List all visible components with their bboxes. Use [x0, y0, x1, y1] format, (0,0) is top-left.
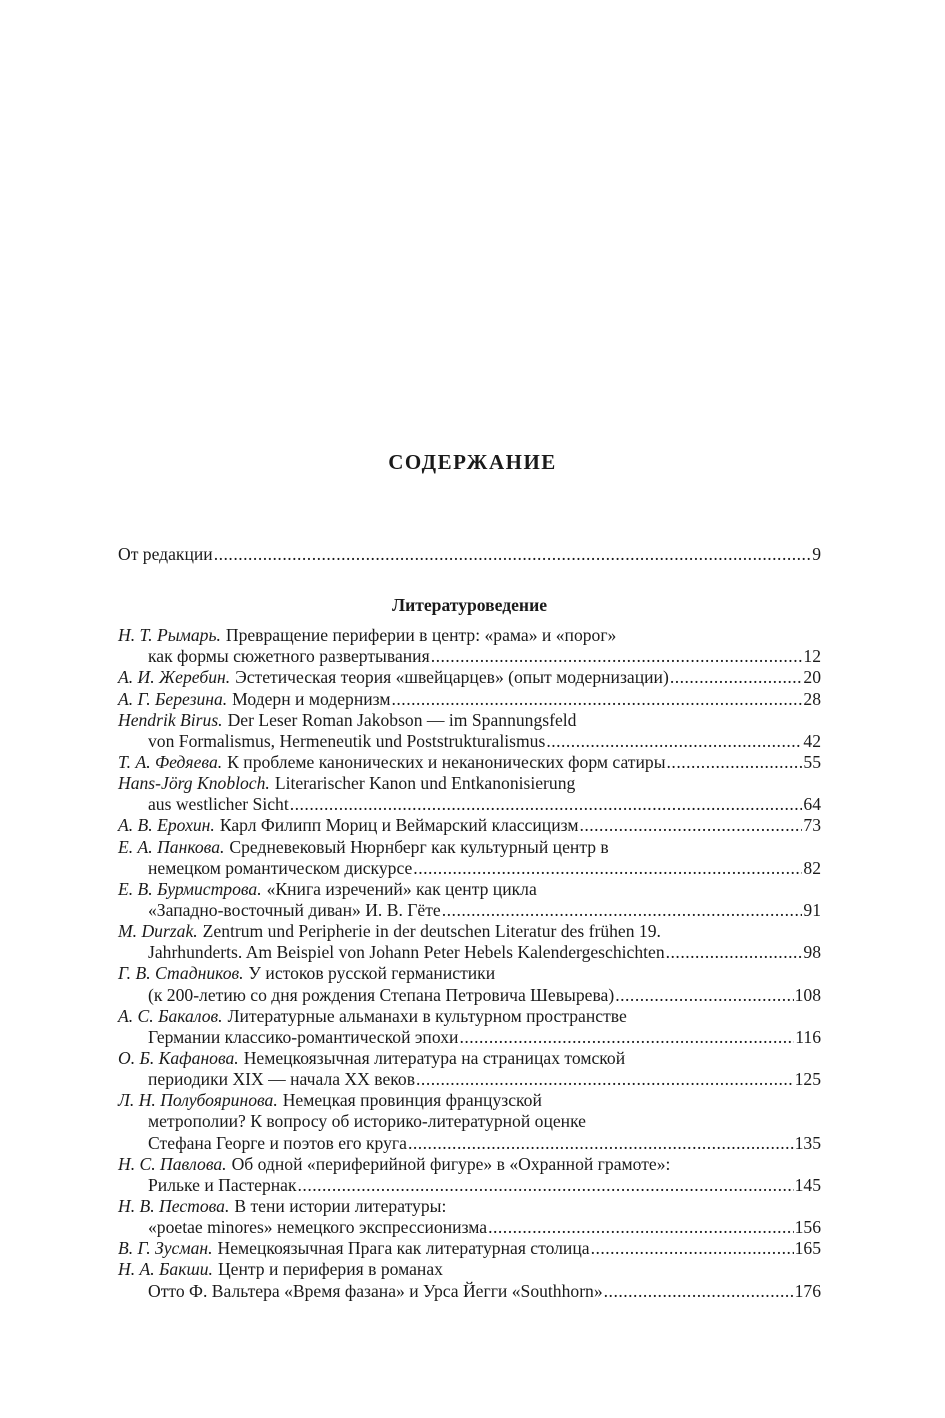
toc-title-line: Немецкоязычная литература на страницах томской	[243, 1047, 626, 1068]
toc-title-line: «Западно-восточный диван» И. В. Гёте	[148, 899, 441, 920]
toc-page-number: 73	[803, 815, 821, 836]
toc-entry[interactable]	[118, 710, 821, 731]
toc-title-line: К проблеме канонических и неканонических форм сатиры	[227, 751, 666, 772]
toc-title-line: «poetae minores» немецкого экспрессионизма	[148, 1217, 488, 1238]
toc-entry[interactable]	[118, 963, 821, 984]
toc-page-number: 55	[803, 751, 821, 772]
dot-leader	[214, 544, 811, 565]
toc-page-number: 12	[803, 646, 821, 667]
toc-entry-continuation[interactable]	[118, 858, 821, 879]
toc-entry[interactable]	[118, 667, 821, 688]
toc-entry-continuation[interactable]	[118, 731, 821, 752]
toc-author: О. Б. Кафанова.	[118, 1047, 239, 1068]
toc-author: Hendrik Birus.	[118, 709, 223, 730]
dot-leader	[290, 794, 803, 815]
dot-leader	[666, 942, 803, 963]
toc-page-number: 9	[812, 544, 821, 564]
toc-title-line: Немецкоязычная Прага как литературная столица	[217, 1238, 590, 1259]
dot-leader	[667, 752, 803, 773]
toc-intro-label: От редакции	[118, 544, 213, 564]
toc-author: Л. Н. Полубояринова.	[118, 1090, 278, 1111]
dot-leader	[604, 1281, 794, 1302]
toc-title-line: немецком романтическом дискурсе	[148, 857, 413, 878]
dot-leader	[546, 731, 802, 752]
toc-author: Н. Т. Рымарь.	[118, 625, 221, 646]
toc-entry[interactable]	[118, 1238, 821, 1259]
toc-title-line: Карл Филипп Мориц и Веймарский классицизм	[219, 815, 579, 836]
dot-leader	[408, 1133, 794, 1154]
toc-entry-continuation[interactable]	[118, 985, 821, 1006]
toc-author: Е. А. Панкова.	[118, 836, 225, 857]
toc-page-number: 108	[794, 984, 821, 1005]
dot-leader	[442, 900, 803, 921]
dot-leader	[431, 646, 803, 667]
toc-entry-continuation[interactable]	[118, 1175, 821, 1196]
toc-title-line: Literarischer Kanon und Entkanonisierung	[274, 773, 576, 794]
toc-title-line: В тени истории литературы:	[234, 1195, 447, 1216]
toc-title-line: von Formalismus, Hermeneutik und Poststrukturalismus	[148, 730, 546, 751]
toc-entry[interactable]	[118, 752, 821, 773]
toc-page-number: 64	[803, 794, 821, 815]
toc-page-number: 125	[794, 1069, 821, 1090]
toc-entry[interactable]	[118, 837, 821, 858]
toc-author: Hans-Jörg Knobloch.	[118, 773, 270, 794]
toc-title-line: Jahrhunderts. Am Beispiel von Johann Peter Hebels Kalendergeschichten	[148, 942, 665, 963]
toc-title-line: Стефана Георге и поэтов его круга	[148, 1132, 407, 1153]
toc-title-line: Zentrum und Peripherie in der deutschen Literatur des frühen 19.	[202, 921, 661, 942]
table-of-contents	[118, 544, 821, 1302]
toc-page-number: 82	[803, 857, 821, 878]
toc-page-number: 91	[803, 899, 821, 920]
toc-page-number: 165	[794, 1238, 821, 1259]
toc-page-number: 145	[794, 1174, 821, 1195]
toc-title-line: (к 200-летию со дня рождения Степана Петровича Шевырева)	[148, 984, 615, 1005]
dot-leader	[413, 858, 802, 879]
toc-author: А. С. Бакалов.	[118, 1005, 223, 1026]
toc-page-number: 20	[803, 667, 821, 688]
dot-leader	[392, 689, 803, 710]
toc-title-line: Литературные альманахи в культурном пространстве	[227, 1005, 627, 1026]
dot-leader	[416, 1069, 794, 1090]
toc-entry[interactable]	[118, 1090, 821, 1111]
toc-entry-continuation[interactable]	[118, 1133, 821, 1154]
toc-title-line: Рильке и Пастернак	[148, 1174, 297, 1195]
toc-entry[interactable]	[118, 1048, 821, 1069]
toc-page-number: 135	[794, 1132, 821, 1153]
toc-entry[interactable]	[118, 879, 821, 900]
toc-title-line: метрополии? К вопросу об историко-литературной оценке	[148, 1111, 586, 1132]
dot-leader	[459, 1027, 794, 1048]
toc-author: Е. В. Бурмистрова.	[118, 878, 262, 899]
toc-title-line: Der Leser Roman Jakobson — im Spannungsfeld	[227, 709, 577, 730]
toc-entry[interactable]	[118, 625, 821, 646]
toc-author: Н. А. Бакши.	[118, 1259, 213, 1280]
toc-title-line: Немецкая провинция французской	[282, 1090, 542, 1111]
toc-title-line: периодики XIX — начала XX веков	[148, 1069, 416, 1090]
toc-title-line: Эстетическая теория «швейцарцев» (опыт модернизации)	[235, 667, 669, 688]
dot-leader	[591, 1238, 794, 1259]
toc-entry-continuation[interactable]	[118, 900, 821, 921]
dot-leader	[298, 1175, 794, 1196]
toc-entry-continuation[interactable]	[118, 794, 821, 815]
toc-title-line: aus westlicher Sicht	[148, 794, 289, 815]
toc-entry[interactable]	[118, 773, 821, 794]
dot-leader	[488, 1217, 794, 1238]
toc-entry-continuation[interactable]	[118, 1027, 821, 1048]
toc-page-number: 98	[803, 942, 821, 963]
toc-entry[interactable]	[118, 815, 821, 836]
toc-author: Г. В. Стадников.	[118, 963, 244, 984]
toc-entries	[118, 625, 821, 1302]
toc-title-line: Превращение периферии в центр: «рама» и «порог»	[225, 625, 617, 646]
toc-title-line: Средневековый Нюрнберг как культурный центр в	[229, 836, 609, 857]
toc-author: В. Г. Зусман.	[118, 1238, 213, 1259]
dot-leader	[615, 985, 793, 1006]
toc-intro[interactable]	[118, 544, 821, 565]
page-title: СОДЕРЖАНИЕ	[388, 450, 557, 474]
toc-page-number: 176	[794, 1280, 821, 1301]
toc-entry-continuation[interactable]	[118, 942, 821, 963]
toc-title-line: Германии классико-романтической эпохи	[148, 1026, 459, 1047]
toc-title-line: У истоков русской германистики	[248, 963, 496, 984]
toc-title-line: Модерн и модернизм	[232, 688, 391, 709]
toc-page-number: 116	[795, 1026, 821, 1047]
toc-author: Н. В. Пестова.	[118, 1195, 230, 1216]
dot-leader	[670, 667, 803, 688]
toc-author: А. И. Жеребин.	[118, 667, 231, 688]
toc-page-number: 156	[794, 1217, 821, 1238]
dot-leader	[579, 815, 802, 836]
toc-entry[interactable]	[118, 1154, 821, 1175]
toc-title-line: Отто Ф. Вальтера «Время фазана» и Урса Йегги «Southhorn»	[148, 1280, 603, 1301]
toc-author: Т. А. Федяева.	[118, 751, 223, 772]
toc-entry[interactable]	[118, 1196, 821, 1217]
toc-page-number: 42	[803, 730, 821, 751]
section-heading: Литературоведение	[391, 595, 548, 616]
toc-entry[interactable]	[118, 1259, 821, 1280]
toc-author: А. В. Ерохин.	[118, 815, 215, 836]
toc-title-line: Центр и периферия в романах	[217, 1259, 443, 1280]
toc-entry[interactable]	[118, 689, 821, 710]
toc-author: Н. С. Павлова.	[118, 1153, 227, 1174]
toc-entry-continuation[interactable]	[118, 1069, 821, 1090]
toc-title-line: как формы сюжетного развертывания	[148, 646, 430, 667]
toc-entry-continuation[interactable]	[118, 646, 821, 667]
toc-page-number: 28	[803, 688, 821, 709]
toc-author: А. Г. Березина.	[118, 688, 228, 709]
toc-author: M. Durzak.	[118, 921, 198, 942]
toc-entry[interactable]	[118, 1006, 821, 1027]
toc-title-line: «Книга изречений» как центр цикла	[266, 878, 537, 899]
toc-title-line: Об одной «периферийной фигуре» в «Охранной грамоте»:	[231, 1153, 671, 1174]
toc-entry-continuation[interactable]	[118, 1281, 821, 1302]
toc-entry-continuation[interactable]	[118, 1217, 821, 1238]
toc-entry-continuation[interactable]	[118, 1111, 821, 1132]
toc-entry[interactable]	[118, 921, 821, 942]
